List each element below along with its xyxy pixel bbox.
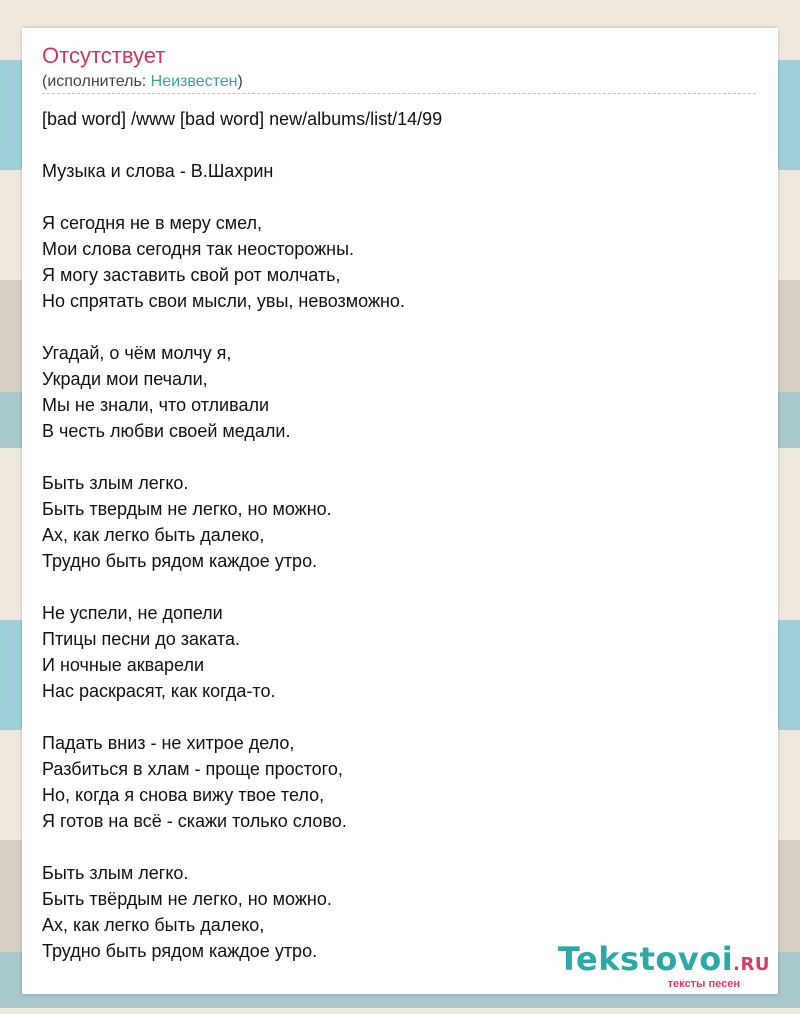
lyric-line: Угадай, о чём молчу я, bbox=[42, 343, 232, 363]
lyric-line: Быть злым легко. bbox=[42, 473, 189, 493]
lyric-line: Я готов на всё - скажи только слово. bbox=[42, 811, 347, 831]
lyric-line: Падать вниз - не хитрое дело, bbox=[42, 733, 295, 753]
song-title: Отсутствует bbox=[42, 43, 166, 68]
lyric-line: Быть твёрдым не легко, но можно. bbox=[42, 889, 332, 909]
lyric-line: Птицы песни до заката. bbox=[42, 629, 240, 649]
artist-line bbox=[42, 72, 243, 92]
lyric-line: Разбиться в хлам - проще простого, bbox=[42, 759, 343, 779]
lyric-line: В честь любви своей медали. bbox=[42, 421, 291, 441]
lyric-line: Укради мои печали, bbox=[42, 369, 208, 389]
lyric-line: Нас раскрасят, как когда-то. bbox=[42, 681, 276, 701]
lyric-line: Мои слова сегодня так неосторожны. bbox=[42, 239, 355, 259]
stanza-gap bbox=[42, 574, 742, 600]
lyric-line: [bad word] /www [bad word] new/albums/list/14/99 bbox=[42, 109, 443, 129]
lyric-line: Быть злым легко. bbox=[42, 863, 189, 883]
lyrics-card bbox=[22, 28, 778, 994]
stanza-gap bbox=[42, 444, 742, 470]
lyrics-text bbox=[42, 106, 742, 964]
logo-tagline: тексты песен bbox=[667, 978, 740, 990]
logo-main-text: Tekstovoi bbox=[557, 940, 734, 978]
stanza-gap bbox=[42, 314, 742, 340]
logo-wordmark bbox=[558, 942, 770, 982]
stanza-gap bbox=[42, 704, 742, 730]
site-logo[interactable] bbox=[558, 942, 770, 990]
lyric-line: Ах, как легко быть далеко, bbox=[42, 915, 265, 935]
stanza-gap bbox=[42, 184, 742, 210]
artist-link[interactable]: Неизвестен bbox=[150, 73, 238, 90]
lyric-line: Мы не знали, что отливали bbox=[42, 395, 270, 415]
lyric-line: Не успели, не допели bbox=[42, 603, 223, 623]
lyric-line: Трудно быть рядом каждое утро. bbox=[42, 941, 318, 961]
lyric-line: Ах, как легко быть далеко, bbox=[42, 525, 265, 545]
lyric-line: Я могу заставить свой рот молчать, bbox=[42, 265, 341, 285]
lyric-line: Но, когда я снова вижу твое тело, bbox=[42, 785, 325, 805]
lyric-line: Музыка и слова - В.Шахрин bbox=[42, 161, 274, 181]
artist-suffix: ) bbox=[237, 73, 243, 90]
stanza-gap bbox=[42, 132, 742, 158]
lyric-line: И ночные акварели bbox=[42, 655, 204, 675]
lyric-line: Трудно быть рядом каждое утро. bbox=[42, 551, 318, 571]
stanza-gap bbox=[42, 834, 742, 860]
artist-prefix: (исполнитель: bbox=[42, 73, 151, 90]
lyric-line: Я сегодня не в меру смел, bbox=[42, 213, 262, 233]
header-divider bbox=[42, 93, 756, 94]
lyric-line: Но спрятать свои мысли, увы, невозможно. bbox=[42, 291, 405, 311]
logo-tld: .RU bbox=[733, 954, 770, 975]
lyric-line: Быть твердым не легко, но можно. bbox=[42, 499, 332, 519]
